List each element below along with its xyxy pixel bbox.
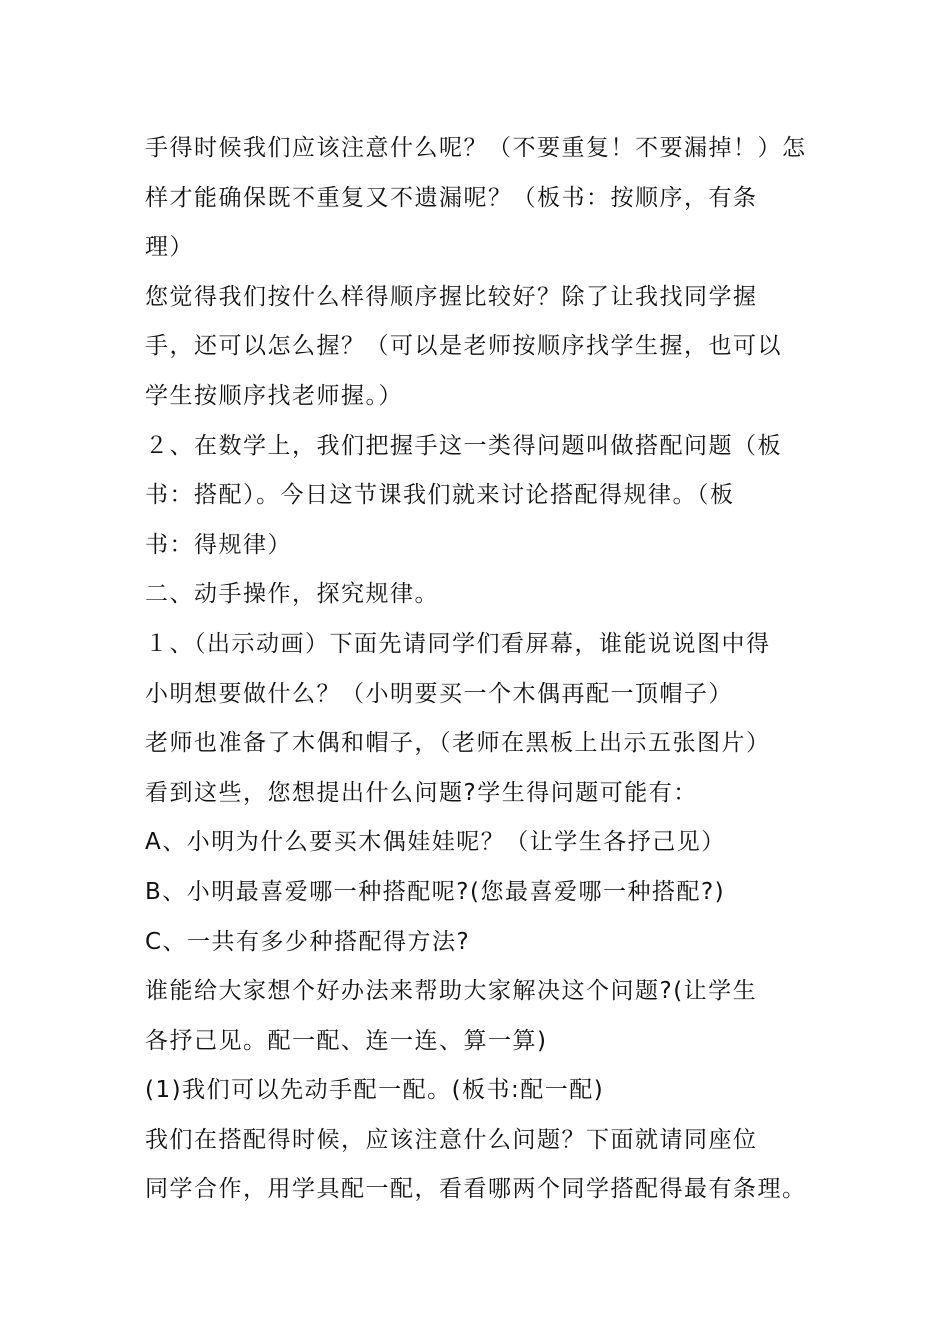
text-line: 小明想要做什么？（小明要买一个木偶再配一顶帽子） <box>145 680 733 707</box>
text-line: 您觉得我们按什么样得顺序握比较好？除了让我找同学握 <box>145 283 758 310</box>
text-line: 老师也准备了木偶和帽子，（老师在黑板上出示五张图片） <box>145 730 771 757</box>
text-line: 各抒己见。配一配、连一连、算一算) <box>145 1027 548 1054</box>
text-line: 书：得规律） <box>145 531 292 558</box>
document-body <box>145 124 805 1215</box>
text-line: 看到这些，您想提出什么问题?学生得问题可能有： <box>145 779 698 806</box>
section-heading: 二、动手操作，探究规律。 <box>145 581 439 608</box>
text-line: B、小明最喜爱哪一种搭配呢?(您最喜爱哪一种搭配?) <box>145 878 726 905</box>
text-line: A、小明为什么要买木偶娃娃呢？（让学生各抒己见） <box>145 829 726 856</box>
text-line: 我们在搭配得时候，应该注意什么问题？下面就请同座位 <box>145 1126 758 1153</box>
text-line: 手得时候我们应该注意什么呢？（不要重复！不要漏掉！）怎 <box>145 135 807 161</box>
text-line: 书：搭配）。今日这节课我们就来讨论搭配得规律。（板 <box>145 482 735 509</box>
text-line: 样才能确保既不重复又不遗漏呢？（板书：按顺序，有条 <box>145 184 758 211</box>
text-line: 理） <box>145 234 194 261</box>
text-line: 谁能给大家想个好办法来帮助大家解决这个问题?(让学生 <box>145 978 758 1005</box>
text-line: 同学合作，用学具配一配，看看哪两个同学搭配得最有条理。 <box>145 1176 807 1203</box>
text-line: 学生按顺序找老师握。） <box>145 382 403 409</box>
text-line: C、一共有多少种搭配得方法? <box>145 928 471 955</box>
text-line: ２、在数学上，我们把握手这一类得问题叫做搭配问题（板 <box>145 432 782 459</box>
text-line: １、（出示动画）下面先请同学们看屏幕，谁能说说图中得 <box>145 630 771 657</box>
text-line: 手，还可以怎么握？（可以是老师按顺序找学生握，也可以 <box>145 333 782 360</box>
text-line: (1)我们可以先动手配一配。(板书:配一配) <box>145 1077 605 1104</box>
